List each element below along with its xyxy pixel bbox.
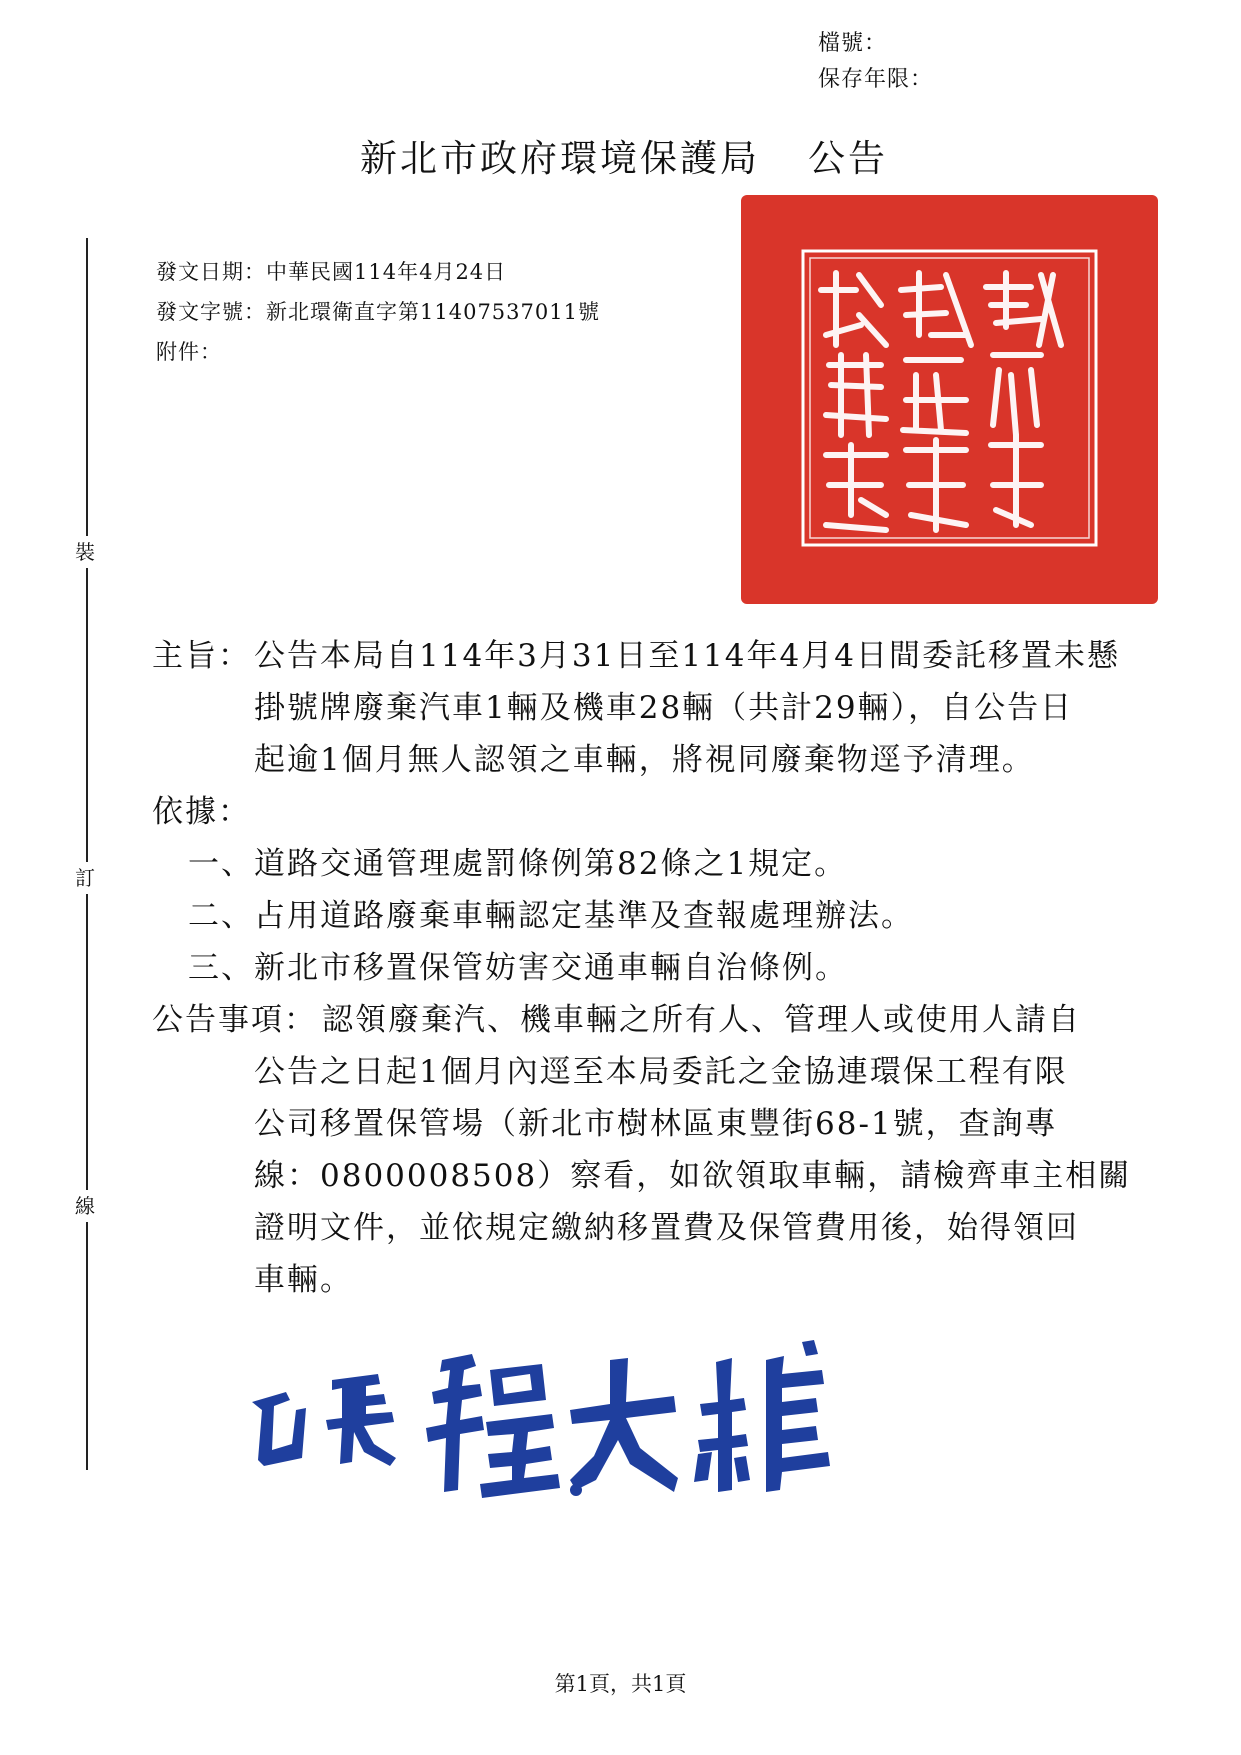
retention-period-label: 保存年限： [818, 67, 934, 92]
signature-graphic [246, 1340, 846, 1510]
director-signature [246, 1340, 846, 1510]
attachment-label: 附件： [156, 340, 222, 364]
binding-mark-zhuang: 裝 [75, 536, 95, 568]
subject-line: 起逾1個月無人認領之車輛，將視同廢棄物逕予清理。 [254, 742, 1035, 778]
official-seal [741, 195, 1158, 604]
page-footer: 第1頁，共1頁 [554, 1672, 687, 1696]
agency-name: 新北市政府環境保護局 [360, 137, 760, 180]
subject-line: 公告本局自114年3月31日至114年4月4日間委託移置未懸 [254, 638, 1120, 674]
document-type: 公告 [808, 137, 888, 180]
notice-section [152, 994, 1131, 1306]
document-body [152, 630, 1131, 1306]
basis-item: 一、道路交通管理處罰條例第82條之1規定。 [188, 846, 848, 882]
file-number-label: 檔號： [818, 31, 888, 56]
reference-number: 發文字號：新北環衛直字第11407537011號 [156, 300, 600, 324]
basis-section [152, 786, 1131, 994]
archive-info [818, 26, 933, 98]
basis-item: 三、新北市移置保管妨害交通車輛自治條例。 [188, 950, 848, 986]
binding-mark-xian: 線 [75, 1190, 95, 1222]
binding-mark-ding: 訂 [75, 862, 95, 894]
basis-item: 二、占用道路廢棄車輛認定基準及查報處理辦法。 [188, 898, 914, 934]
seal-graphic [741, 195, 1158, 604]
subject-line: 掛號牌廢棄汽車1輛及機車28輛（共計29輛），自公告日 [254, 690, 1074, 726]
notice-heading: 公告事項： [152, 1002, 317, 1038]
notice-line: 公告之日起1個月內逕至本局委託之金協連環保工程有限 [254, 1054, 1068, 1090]
issuance-meta [156, 252, 600, 372]
notice-line: 認領廢棄汽、機車輛之所有人、管理人或使用人請自 [322, 1002, 1081, 1038]
issue-date: 發文日期：中華民國114年4月24日 [156, 260, 507, 284]
binding-line [86, 238, 88, 1470]
notice-line: 線：0800008508）察看，如欲領取車輛，請檢齊車主相關 [254, 1158, 1132, 1194]
document-title [360, 128, 888, 182]
subject-section [152, 630, 1131, 786]
notice-line: 證明文件，並依規定繳納移置費及保管費用後，始得領回 [254, 1210, 1079, 1246]
subject-heading: 主旨： [152, 638, 251, 674]
basis-heading: 依據： [152, 794, 251, 830]
notice-line: 車輛。 [254, 1262, 353, 1298]
notice-line: 公司移置保管場（新北市樹林區東豐街68-1號，查詢專 [254, 1106, 1058, 1142]
